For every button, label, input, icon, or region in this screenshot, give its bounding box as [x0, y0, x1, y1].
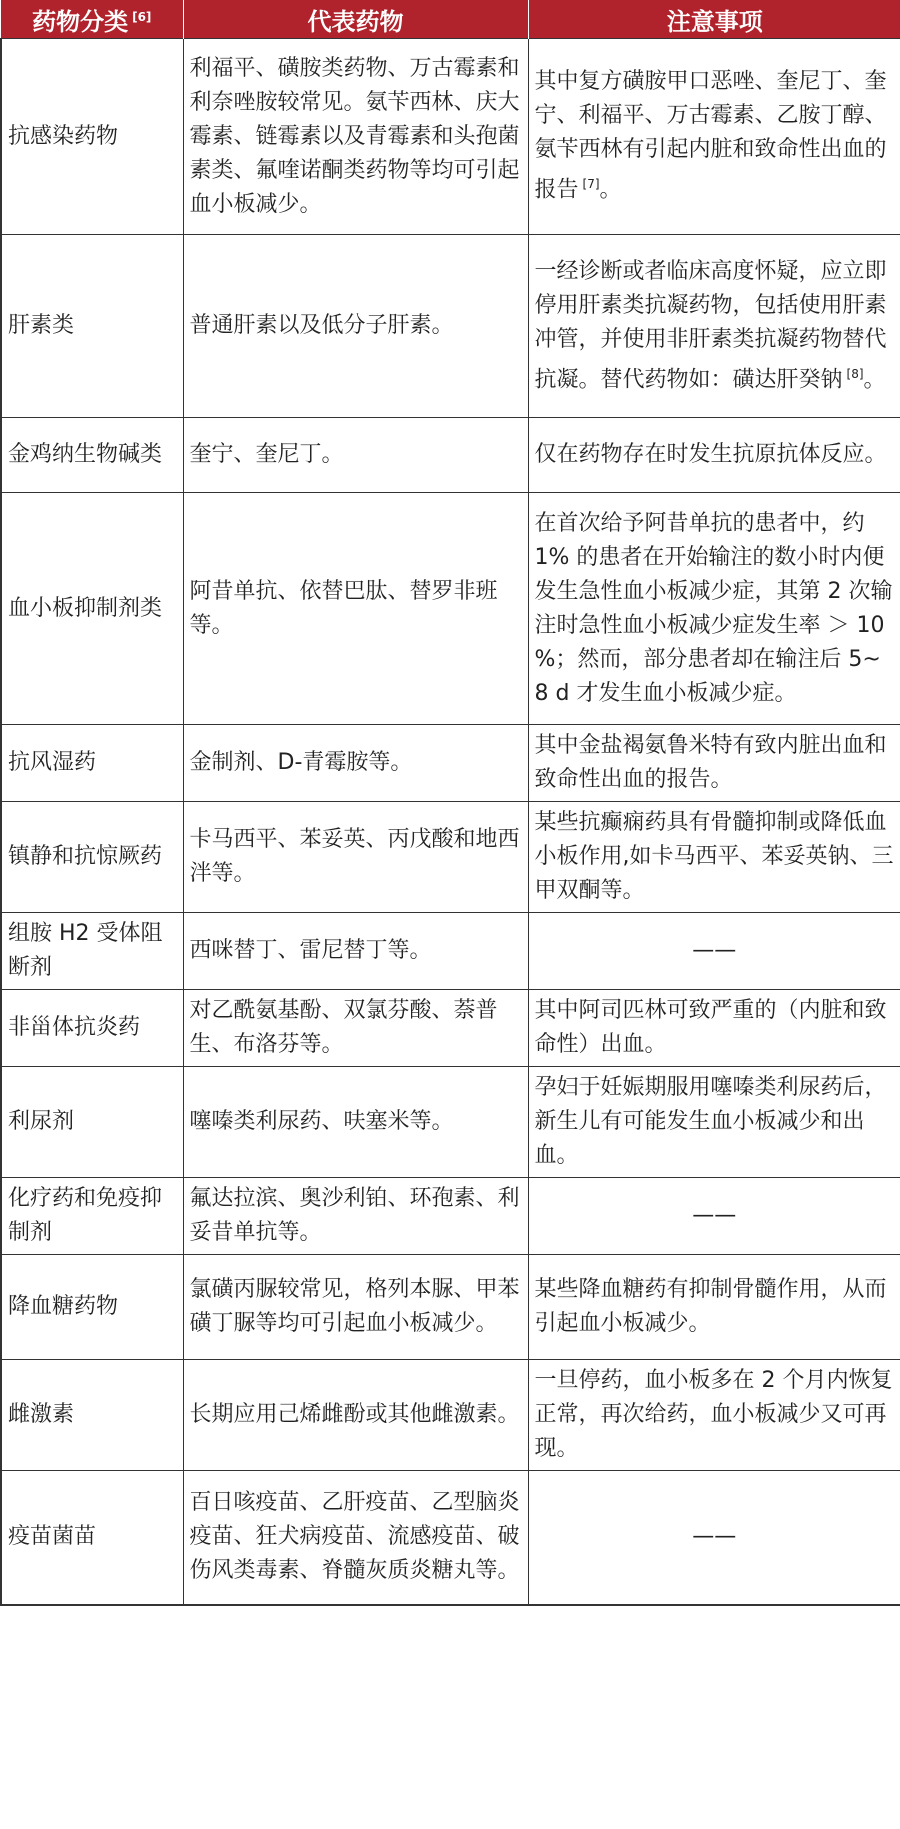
notes-text: 其中复方磺胺甲口恶唑、奎尼丁、奎宁、利福平、万古霉素、乙胺丁醇、氨苄西林有引起内脏和致命性出血的报告 [534, 69, 887, 203]
notes-text: 其中金盐褐氨鲁米特有致内脏出血和致命性出血的报告。 [534, 733, 887, 792]
cell-drugs: 对乙酰氨基酚、双氯芬酸、萘普生、布洛芬等。 [183, 990, 528, 1067]
notes-text: —— [692, 1203, 737, 1228]
notes-text: 其中阿司匹林可致严重的（内脏和致命性）出血。 [534, 998, 887, 1057]
cell-drugs: 金制剂、D-青霉胺等。 [183, 725, 528, 802]
table-row [1, 1067, 900, 1178]
cell-notes [528, 725, 900, 802]
cell-notes [528, 39, 900, 235]
table-row [1, 235, 900, 418]
cell-notes [528, 1255, 900, 1360]
table-row [1, 913, 900, 990]
table-row [1, 1360, 900, 1471]
cell-drugs: 普通肝素以及低分子肝素。 [183, 235, 528, 418]
cell-category: 雌激素 [1, 1360, 183, 1471]
notes-text: 仅在药物存在时发生抗原抗体反应。 [534, 442, 887, 467]
table-row [1, 725, 900, 802]
header-notes: 注意事项 [528, 0, 900, 39]
notes-text: 某些抗癫痫药具有骨髓抑制或降低血小板作用,如卡马西平、苯妥英钠、三甲双酮等。 [534, 810, 894, 903]
notes-text: 在首次给予阿昔单抗的患者中，约 1% 的患者在开始输注的数小时内便发生急性血小板减少症，其第 2 次输注时急性血小板减少症发生率 ＞ 10 %；然而，部分患者却在输注后 5~8 d 才发生血小板减少症。 [534, 510, 893, 706]
notes-text: —— [692, 938, 737, 963]
notes-text: —— [692, 1524, 737, 1550]
cell-drugs: 阿昔单抗、依替巴肽、替罗非班等。 [183, 493, 528, 725]
cell-category: 金鸡纳生物碱类 [1, 418, 183, 493]
table-row [1, 39, 900, 235]
header-category-ref: [6] [132, 9, 152, 24]
table-row [1, 418, 900, 493]
table-header-row [1, 0, 900, 39]
cell-drugs: 奎宁、奎尼丁。 [183, 418, 528, 493]
cell-category: 组胺 H2 受体阻断剂 [1, 913, 183, 990]
cell-category: 利尿剂 [1, 1067, 183, 1178]
table-row [1, 802, 900, 913]
notes-text: 孕妇于妊娠期服用噻嗪类利尿药后，新生儿有可能发生血小板减少和出血。 [534, 1075, 887, 1168]
cell-drugs: 噻嗪类利尿药、呋塞米等。 [183, 1067, 528, 1178]
cell-notes [528, 990, 900, 1067]
notes-text: 一旦停药，血小板多在 2 个月内恢复正常，再次给药，血小板减少又可再现。 [534, 1368, 893, 1461]
table-row [1, 493, 900, 725]
cell-category: 抗感染药物 [1, 39, 183, 235]
notes-ref: [7] [582, 177, 600, 192]
cell-category: 化疗药和免疫抑制剂 [1, 1178, 183, 1255]
cell-notes [528, 493, 900, 725]
notes-ref: [8] [846, 366, 864, 381]
cell-notes [528, 418, 900, 493]
cell-notes [528, 235, 900, 418]
notes-end: 。 [599, 177, 622, 203]
table-row [1, 990, 900, 1067]
notes-text: 某些降血糖药有抑制骨髓作用，从而引起血小板减少。 [534, 1277, 887, 1336]
table-row [1, 1471, 900, 1605]
cell-notes [528, 1067, 900, 1178]
cell-category: 抗风湿药 [1, 725, 183, 802]
cell-notes [528, 1471, 900, 1605]
cell-notes [528, 1360, 900, 1471]
cell-drugs: 长期应用己烯雌酚或其他雌激素。 [183, 1360, 528, 1471]
cell-drugs: 百日咳疫苗、乙肝疫苗、乙型脑炎疫苗、狂犬病疫苗、流感疫苗、破伤风类毒素、脊髓灰质炎糖丸等。 [183, 1471, 528, 1605]
cell-category: 降血糖药物 [1, 1255, 183, 1360]
header-drugs: 代表药物 [183, 0, 528, 39]
cell-drugs: 氯磺丙脲较常见，格列本脲、甲苯磺丁脲等均可引起血小板减少。 [183, 1255, 528, 1360]
cell-drugs: 氟达拉滨、奥沙利铂、环孢素、利妥昔单抗等。 [183, 1178, 528, 1255]
table-row [1, 1178, 900, 1255]
cell-category: 镇静和抗惊厥药 [1, 802, 183, 913]
cell-notes [528, 1178, 900, 1255]
cell-category: 非甾体抗炎药 [1, 990, 183, 1067]
table-body [1, 39, 900, 1605]
cell-category: 肝素类 [1, 235, 183, 418]
cell-category: 血小板抑制剂类 [1, 493, 183, 725]
cell-drugs: 卡马西平、苯妥英、丙戊酸和地西泮等。 [183, 802, 528, 913]
header-category: 药物分类 [6] [1, 0, 183, 39]
notes-text: 一经诊断或者临床高度怀疑，应立即停用肝素类抗凝药物，包括使用肝素冲管，并使用非肝素类抗凝药物替代抗凝。替代药物如：磺达肝癸钠 [534, 258, 887, 393]
cell-category: 疫苗菌苗 [1, 1471, 183, 1605]
cell-drugs: 西咪替丁、雷尼替丁等。 [183, 913, 528, 990]
cell-notes [528, 913, 900, 990]
table-row [1, 1255, 900, 1360]
notes-end: 。 [863, 367, 886, 393]
cell-drugs: 利福平、磺胺类药物、万古霉素和利奈唑胺较常见。氨苄西林、庆大霉素、链霉素以及青霉素和头孢菌素类、氟喹诺酮类药物等均可引起血小板减少。 [183, 39, 528, 235]
cell-notes [528, 802, 900, 913]
